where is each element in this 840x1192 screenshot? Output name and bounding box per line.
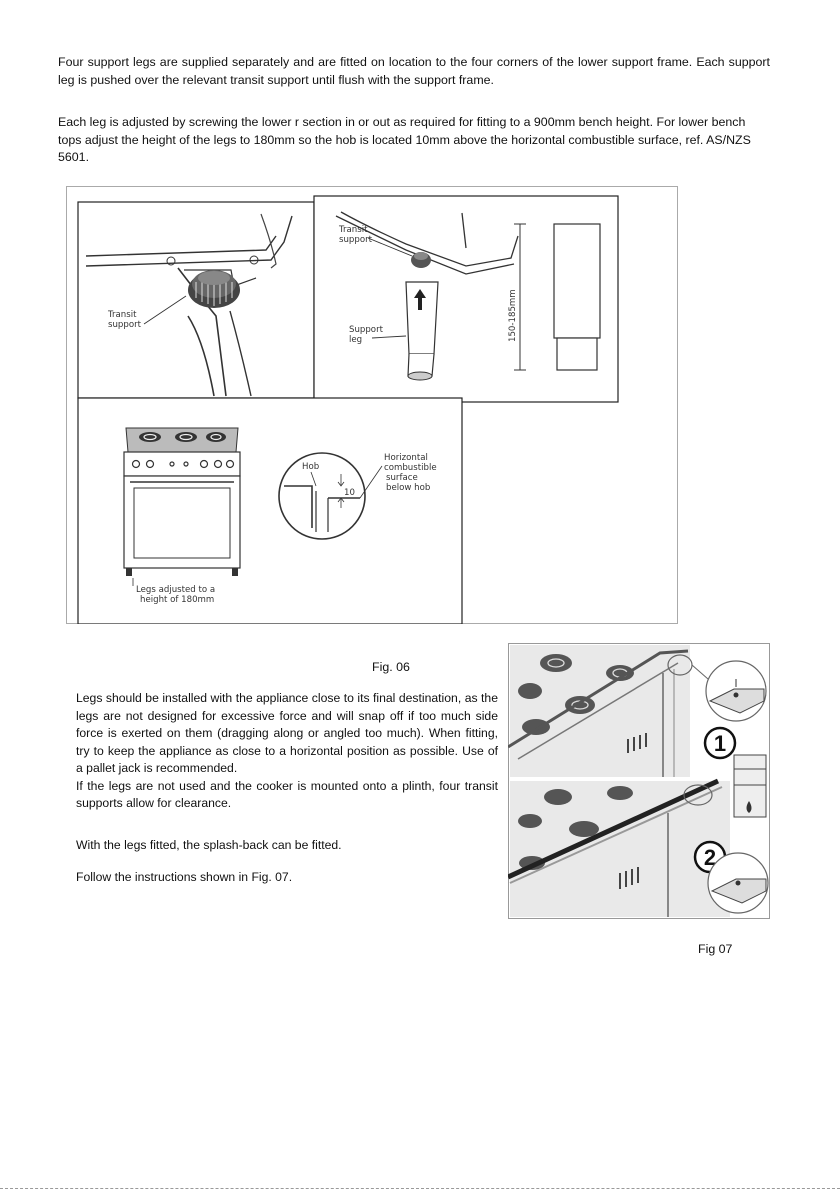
intro-paragraph-legs: Four support legs are supplied separately and are fitted on location to the four corners of the lower support frame. Each support leg is pushed over the relevant transit support until flush with the support frame. (58, 55, 770, 87)
figure-06 (66, 186, 678, 624)
support-leg-label-line1: Support (349, 325, 383, 335)
horizontal-surface-label-line1: Horizontal (384, 453, 428, 463)
support-leg-drawing (406, 282, 438, 380)
figure-07-drawing (508, 643, 770, 919)
horizontal-surface-label-line4: below hob (386, 483, 431, 493)
intro-paragraph-adjustment: Each leg is adjusted by screwing the lower r section in or out as required for fitting to a 900mm bench height. For lower bench tops adjust the height of the legs to 180mm so the hob is located 10mm above the horizontal combustible surface, ref. AS/NZS 5601. (58, 115, 751, 164)
hob-clearance-detail (279, 453, 365, 539)
splash-back-paragraph: With the legs fitted, the splash-back can be fitted. (76, 838, 342, 852)
panel-transit-support-closeup (78, 202, 314, 398)
plinth-paragraph: If the legs are not used and the cooker is mounted onto a plinth, four transit supports allow for clearance. (76, 778, 498, 810)
legs-adjusted-label-line2: height of 180mm (140, 595, 215, 605)
legs-adjusted-label-line1: Legs adjusted to a (136, 585, 216, 595)
panel-support-leg-fitting (314, 196, 618, 402)
figure-06-drawing (66, 186, 678, 624)
cooker-drawing (124, 428, 240, 576)
figure-07-caption: Fig 07 (698, 942, 733, 956)
page-bottom-rule (0, 1188, 840, 1189)
legs-warning-paragraph: Legs should be installed with the appliance close to its final destination, as the legs are not designed for excessive force and will snap off if too much side force is exerted on them (dragging along or angled too much). When fitting, try to keep the appliance as close to a horizontal position as possible. Use of a pallet jack is recommended. (76, 691, 498, 775)
horizontal-surface-label-line3: surface (386, 473, 418, 483)
panel-cooker-hob-clearance (78, 398, 462, 624)
installation-notes (76, 690, 498, 813)
leg-height-range-label: 150-185mm (508, 289, 518, 342)
follow-fig07-paragraph: Follow the instructions shown in Fig. 07. (76, 870, 293, 884)
step-2-image (508, 781, 768, 917)
clearance-gap-value: 10 (344, 488, 355, 498)
transit-support-label-b-line2: support (339, 235, 372, 245)
transit-support-label-b-line1: Transit (339, 225, 368, 235)
step-1-number: 1 (713, 731, 727, 756)
transit-support-label-line2: support (108, 320, 141, 330)
horizontal-surface-label-line2: combustible (384, 463, 437, 473)
transit-support-label-line1: Transit (108, 310, 137, 320)
step-2-number: 2 (703, 845, 717, 870)
figure-07 (508, 643, 770, 919)
support-leg-label-line2: leg (349, 335, 363, 345)
hob-label: Hob (302, 462, 320, 472)
figure-06-caption: Fig. 06 (372, 660, 410, 674)
